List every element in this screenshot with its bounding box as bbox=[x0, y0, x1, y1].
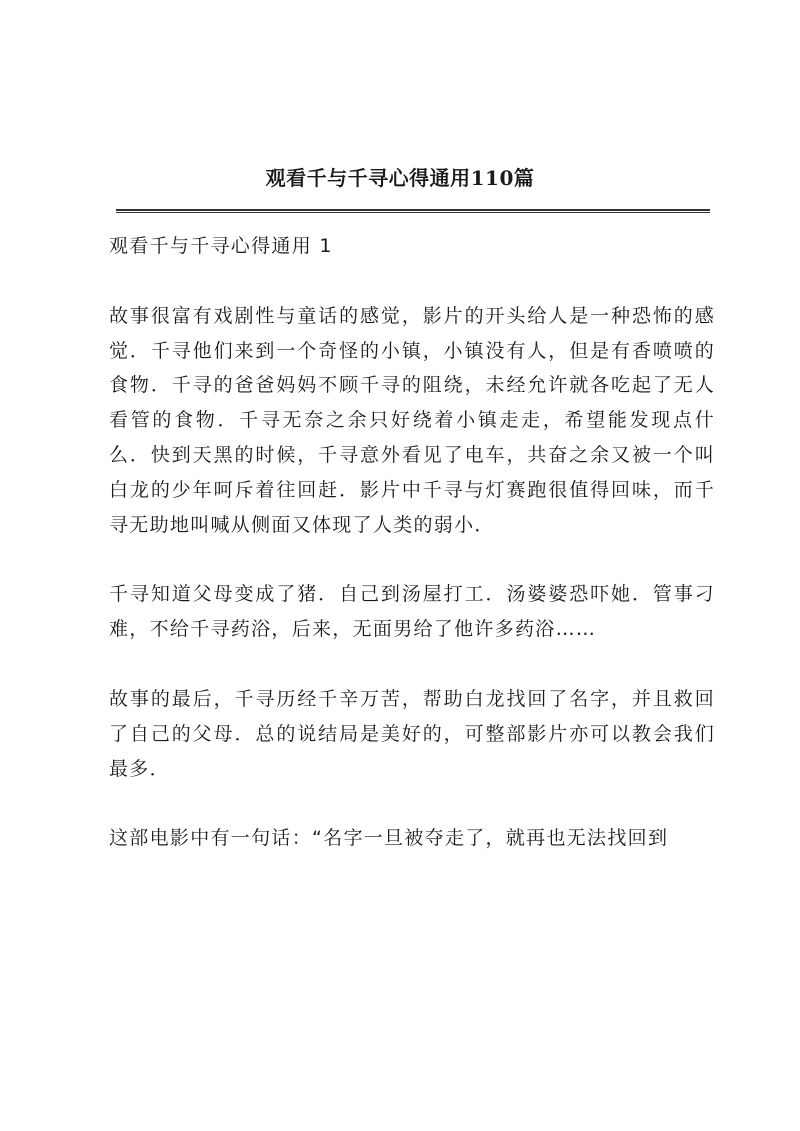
paragraph: 故事的最后，千寻历经千辛万苦，帮助白龙找回了名字，并且救回了自己的父母．总的说结局是美好的，可整部影片亦可以教会我们最多． bbox=[109, 687, 715, 780]
title-divider bbox=[116, 209, 710, 213]
section-heading: 观看千与千寻心得通用 1 bbox=[109, 235, 333, 257]
document-body bbox=[109, 229, 715, 891]
paragraph: 这部电影中有一句话：“名字一旦被夺走了，就再也无法找回到 bbox=[109, 827, 669, 850]
paragraph: 故事很富有戏剧性与童话的感觉，影片的开头给人是一种恐怖的感觉．千寻他们来到一个奇怪的小镇，小镇没有人，但是有香喷喷的食物．千寻的爸爸妈妈不顾千寻的阻绕，未经允许就各吃起了无人看管的食物．千寻无奈之余只好绕着小镇走走，希望能发现点什么．快到天黑的时候，千寻意外看见了电车，共奋之余又被一个叫白龙的少年呵斥着往回赶．影片中千寻与灯赛跑很值得回味，而千寻无助地叫喊从侧面又体现了人类的弱小． bbox=[109, 304, 715, 536]
document-title: 观看千与千寻心得通用110篇 bbox=[265, 166, 535, 190]
paragraph: 千寻知道父母变成了猪．自己到汤屋打工．汤婆婆恐吓她．管事刁难，不给千寻药浴，后来，无面男给了他许多药浴…… bbox=[109, 583, 715, 641]
